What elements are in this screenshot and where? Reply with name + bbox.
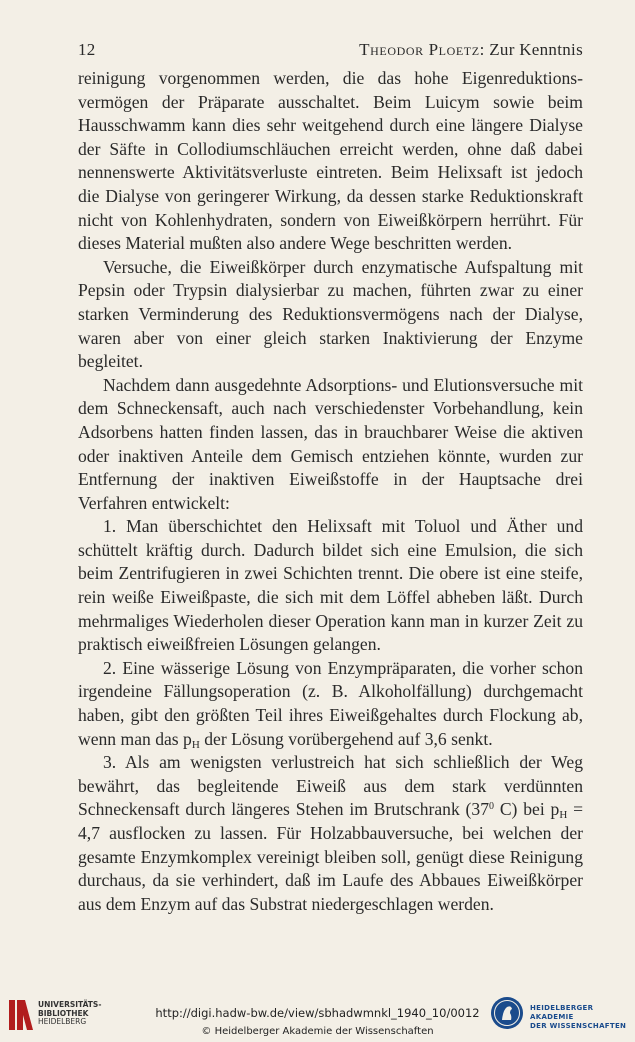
source-url-link[interactable]: http://digi.hadw-bw.de/view/sbhadwmnkl_1940_10/0012 xyxy=(155,1006,480,1020)
running-head xyxy=(359,40,583,60)
page-footer xyxy=(0,992,635,1042)
paragraph-6-part-b: C) bei p xyxy=(494,799,560,820)
paragraph-2: Versuche, die Eiweißkörper durch enzymatische Aufspaltung mit Pepsin oder Trypsin dialysierbar zu machen, führten zwar zu einer starken Verminderung des Reduktionsvermögens nach der Dialyse, waren aber von einer gleich starken Inaktivierung der Enzyme begleitet. xyxy=(78,256,583,372)
degree-superscript: 0 xyxy=(489,801,495,813)
academy-label xyxy=(530,1004,635,1031)
page-header xyxy=(78,40,583,64)
paragraph-6-part-c: = 4,7 ausflocken zu lassen. Für Holzabbauversuche, bei welchen der gesamte Enzymkomplex vereinigt bleiben soll, genügt diese Reinigung durchaus, da sie verhindert, daß im Laufe des Abbaues Eiweißkörper aus dem Enzym auf das Substrat niedergeschlagen werden. xyxy=(78,799,583,914)
academy-seal-icon xyxy=(490,996,524,1030)
paragraph-1: reinigung vorgenommen werden, die das hohe Eigenreduktions-vermögen der Präparate ausschaltet. Beim Luicym sowie beim Hausschwamm kann dies sehr weitgehend durch eine längere Dialyse der Säfte in Collodiumschläuchen erreicht werden, ohne daß dabei nennenswerte Aktivitätsverluste eintreten. Beim Helixsaft ist jedoch die Dialyse von geringerer Wirkung, da dessen starke Reduktionskraft nicht von Kohlenhydraten, sondern von Eiweißkörpern herrührt. Für dieses Material mußten also andere Wege beschritten werden. xyxy=(78,68,583,254)
running-head-title: : Zur Kenntnis xyxy=(479,40,583,59)
paragraph-3: Nachdem dann ausgedehnte Adsorptions- und Elutionsversuche mit dem Schneckensaft, auch nach verschiedenster Vorbehandlung, kein Adsorbens hatten finden lassen, das in brauchbarer Weise die aktiven oder inaktiven Anteile dem Gemisch entziehen könnte, wurden zur Entfernung der inaktiven Eiweißstoffe in der Hauptsache drei Verfahren entwickelt: xyxy=(78,374,583,513)
paragraph-5-part-b: der Lösung vorübergehend auf 3,6 senkt. xyxy=(199,728,493,749)
ph-subscript: H xyxy=(559,809,568,822)
academy-line-1: HEIDELBERGER AKADEMIE xyxy=(530,1004,594,1021)
copyright-notice: © Heidelberger Akademie der Wissenschaften xyxy=(201,1026,434,1037)
ub-line-1: UNIVERSITÄTS- xyxy=(38,1000,102,1009)
paragraph-6 xyxy=(78,751,583,916)
body-text xyxy=(78,67,583,916)
ub-line-2: BIBLIOTHEK xyxy=(38,1008,89,1018)
paragraph-4: 1. Man überschichtet den Helixsaft mit Toluol und Äther und schüttelt kräftig durch. Dadurch bildet sich eine Emulsion, die sich beim Zentrifugieren in zwei Schichten trennt. Die obere ist eine steife, rein weiße Eiweißpaste, die sich mit dem Löffel abheben läßt. Durch mehrmaliges Wiederholen dieser Operation kann man in kurzer Zeit zu praktisch eiweißfreien Lösungen gelangen. xyxy=(78,516,583,655)
ub-line-3: HEIDELBERG xyxy=(38,1017,87,1026)
academy-line-2: DER WISSENSCHAFTEN xyxy=(530,1022,627,1030)
ph-subscript: H xyxy=(191,738,200,751)
page-number: 12 xyxy=(78,40,96,59)
paragraph-5 xyxy=(78,657,583,751)
running-head-author: Theodor Ploetz xyxy=(359,40,480,59)
paragraph-5-part-a: 2. Eine wässerige Lösung von Enzympräparaten, die vorher schon irgendeine Fällungsoperation (z. B. Alkoholfällung) durchgemacht haben, gibt den größten Teil ihres Eiweißgehaltes durch Flockung ab, wenn man das p xyxy=(78,657,583,749)
paragraph-6-part-a: 3. Als am wenigsten verlustreich hat sich schließlich der Weg bewährt, das begleitende Eiweiß aus dem stark verdünnten Schneckensaft durch längeres Stehen im Brutschrank (37 xyxy=(78,752,583,820)
